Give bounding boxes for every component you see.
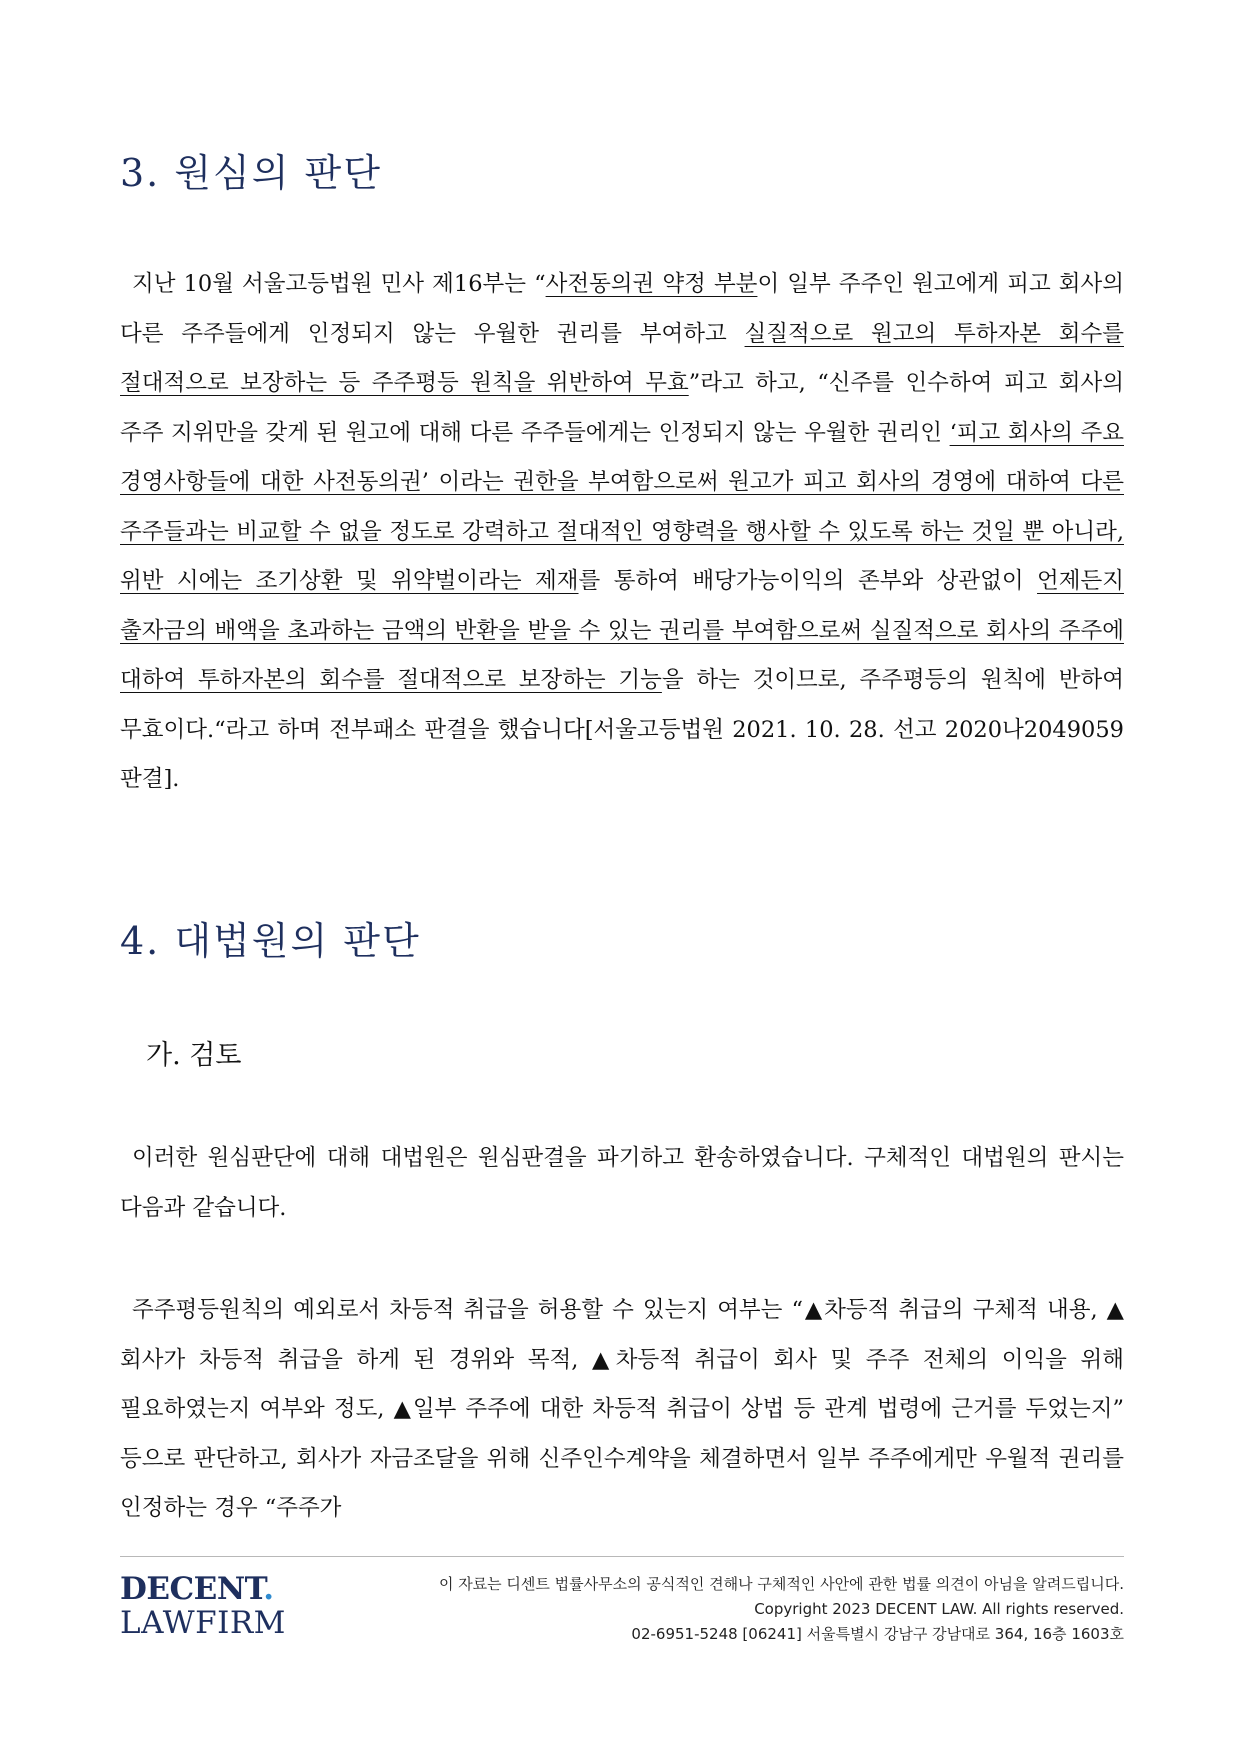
footer-contact: 02-6951-5248 [06241] 서울특별시 강남구 강남대로 364, 16층 1603호 <box>631 1625 1124 1643</box>
firm-logo <box>120 1572 286 1640</box>
text-run: 지난 10월 서울고등법원 민사 제16부는 “ <box>132 271 546 297</box>
section4-subheading: 가. 검토 <box>146 1040 242 1071</box>
logo-dot: . <box>263 1571 274 1607</box>
logo-wordmark-top: DECENT. <box>120 1571 274 1607</box>
section3-paragraph <box>120 260 1124 805</box>
section4-heading: 4. 대법원의 판단 <box>120 919 421 963</box>
section4-paragraph-1: 이러한 원심판단에 대해 대법원은 원심판결을 파기하고 환송하였습니다. 구체적인 대법원의 판시는 다음과 같습니다. <box>120 1145 1124 1221</box>
text-run: 을 하는 것이므로, 주주평등의 원칙에 반하여 무효이다.“라고 하며 전부패소 판결을 했습니다[서울고등법원 2021. 10. 28. 선고 2020나2049059 판결]. <box>120 667 1124 792</box>
footer-disclaimer: 이 자료는 디센트 법률사무소의 공식적인 견해나 구체적인 사안에 관한 법률 의견이 아님을 알려드립니다. <box>438 1575 1124 1593</box>
text-run: ”라고 하고, “신주를 인수하여 피고 회사의 주주 지위만을 갖게 된 원고에 대해 다른 주주들에게는 인정되지 않는 우월한 권리인 <box>120 370 1124 446</box>
text-run: 이 일부 주주인 원고에게 피고 회사의 다른 주주들에게 인정되지 않는 우월한 권리를 부여하고 <box>120 271 1124 347</box>
underlined-text-run: 실질적으로 원고의 투하자본 회수를 절대적으로 보장하는 등 주주평등 원칙을 위반하여 무효 <box>120 320 1124 396</box>
footer-divider <box>120 1556 1124 1557</box>
footer-info <box>439 1572 1124 1647</box>
underlined-text-run: 언제든지 출자금의 배액을 초과하는 금액의 반환을 받을 수 있는 권리를 부여함으로써 실질적으로 회사의 주주에 대하여 투하자본의 회수를 절대적으로 보장하는 기능 <box>120 568 1124 693</box>
section3-heading: 3. 원심의 판단 <box>120 151 382 195</box>
section4-paragraph-2: 주주평등원칙의 예외로서 차등적 취급을 허용할 수 있는지 여부는 “▲차등적 취급의 구체적 내용, ▲회사가 차등적 취급을 하게 된 경위와 목적, ▲차등적 취급이 회사 및 주주 전체의 이익을 위해 필요하였는지 여부와 정도, ▲일부 주주에 대한 차등적 취급이 상법 등 관계 법령에 근거를 두었는지” 등으로 판단하고, 회사가 자금조달을 위해 신주인수계약을 체결하면서 일부 주주에게만 우월적 권리를 인정하는 경우 “주주가 <box>120 1297 1124 1521</box>
underlined-text-run: ‘피고 회사의 주요 경영사항들에 대한 사전동의권’ 이라는 권한을 부여함으로써 원고가 피고 회사의 경영에 대하여 다른 주주들과는 비교할 수 없을 정도로 강력하고 절대적인 영향력을 행사할 수 있도록 하는 것일 뿐 아니라, 위반 시에는 조기상환 및 위약벌이라는 제재 <box>120 419 1124 594</box>
footer-copyright: Copyright 2023 DECENT LAW. All rights reserved. <box>754 1600 1124 1618</box>
text-run: 를 통하여 배당가능이익의 존부와 상관없이 <box>578 568 1038 594</box>
logo-wordmark-bottom: LAWFIRM <box>120 1605 286 1641</box>
underlined-text-run: 사전동의권 약정 부분 <box>545 271 758 297</box>
